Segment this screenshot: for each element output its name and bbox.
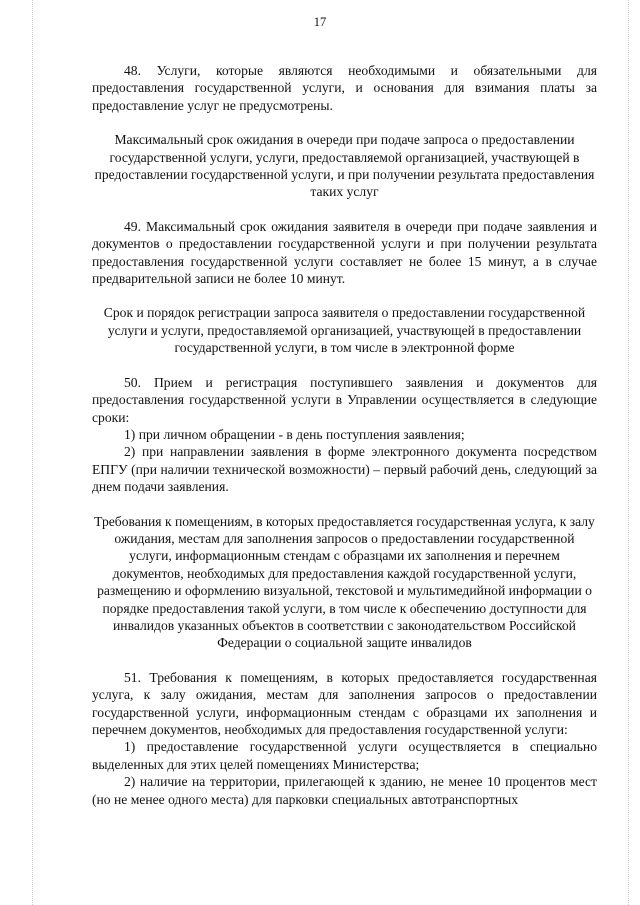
page-edge-right xyxy=(628,0,630,905)
section-heading-premises: Требования к помещениям, в которых предоставляется государственная услуга, к залу ожидания, местам для заполнения запросов о предоставлении государственной услуги, информационным стендам с образцами их заполнения и перечнем документов, необходимых для предоставления каждой государственной услуги, размещению и оформлению визуальной, текстовой и мультимедийной информации о порядке предоставления такой услуги, в том числе к обеспечению доступности для инвалидов указанных объектов в соответствии с законодательством Российской Федерации о социальной защите инвалидов xyxy=(94,513,595,651)
paragraph-51-item-2: 2) наличие на территории, прилегающей к зданию, не менее 10 процентов мест (но не менее одного места) для парковки специальных автотранспортных xyxy=(92,774,597,807)
paragraph-51: 51. Требования к помещениям, в которых предоставляется государственная услуга, к залу ожидания, местам для заполнения запросов о предоставлении государственной услуги, информационным стендам с образцами их заполнения и перечнем документов, необходимых для предоставления государственной услуги: xyxy=(92,669,597,737)
page-edge-left xyxy=(32,0,34,905)
paragraph-50-item-1: 1) при личном обращении - в день поступления заявления; xyxy=(124,426,465,442)
page-number: 17 xyxy=(313,15,327,29)
section-heading-queue-time: Максимальный срок ожидания в очереди при подаче запроса о предоставлении государственной услуги, услуги, предоставляемой организацией, участвующей в предоставлении государственной услуги, и при получении результата предоставления таких услуг xyxy=(94,132,595,200)
paragraph-50: 50. Прием и регистрация поступившего заявления и документов для предоставления государственной услуги в Управлении осуществляется в следующие сроки: xyxy=(92,374,597,425)
paragraph-49: 49. Максимальный срок ожидания заявителя в очереди при подаче заявления и документов о предоставлении государственной услуги и при получении результата предоставления государственной услуги составляет не более 15 минут, а в случае предварительной записи не более 10 минут. xyxy=(92,218,597,287)
paragraph-48: 48. Услуги, которые являются необходимыми и обязательными для предоставления государственной услуги, и основания для взимания платы за предоставление услуг не предусмотрены. xyxy=(92,63,597,113)
section-heading-registration: Срок и порядок регистрации запроса заявителя о предоставлении государственной услуги и услуги, предоставляемой организацией, участвующей в предоставлении государственной услуги, в том числе в электронной форме xyxy=(103,305,586,356)
paragraph-50-item-2: 2) при направлении заявления в форме электронного документа посредством ЕПГУ (при наличии технической возможности) – первый рабочий день, следующий за днем подачи заявления. xyxy=(92,444,597,495)
document-body xyxy=(92,62,597,808)
paragraph-51-item-1: 1) предоставление государственной услуги осуществляется в специально выделенных для этих целей помещениях Министерства; xyxy=(92,739,597,772)
